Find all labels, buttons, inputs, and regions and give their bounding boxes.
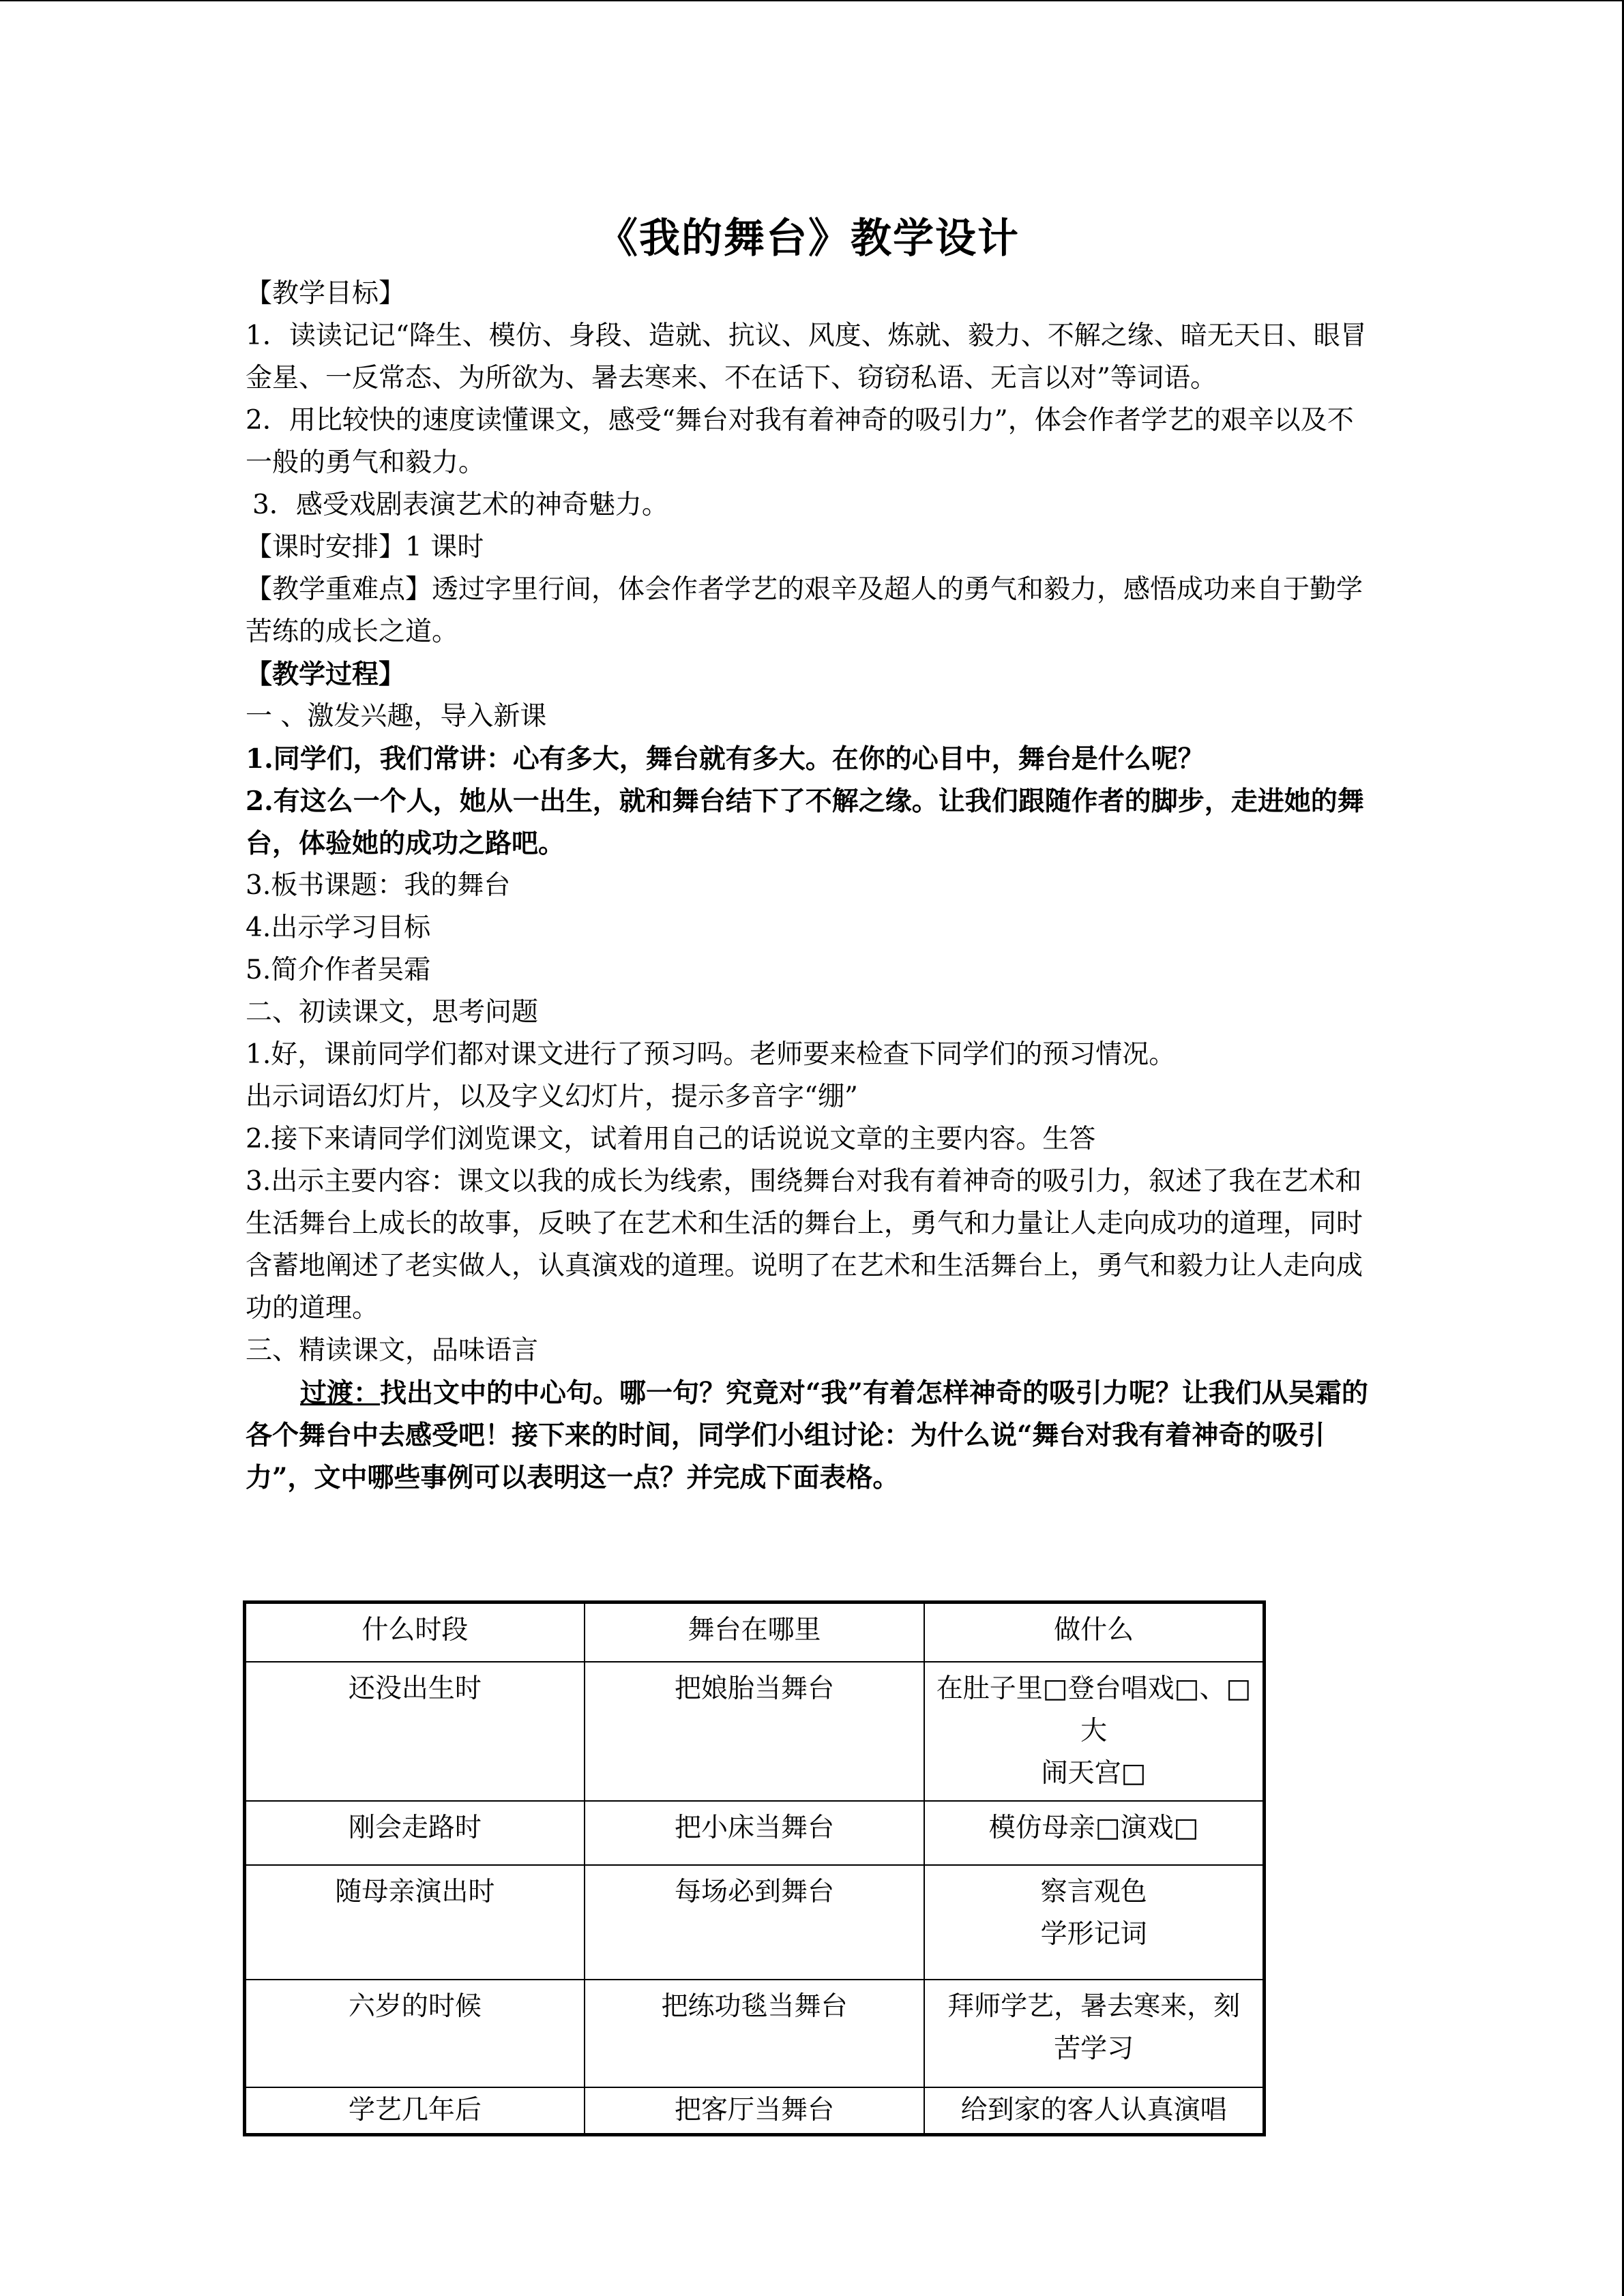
transition-label: 过渡： [300,1377,381,1409]
table-cell: 把练功毯当舞台 [585,1980,924,2087]
cell-line: 闹天宫□ [1041,1758,1147,1789]
section-3-heading: 三、精读课文，品味语言 [246,1335,539,1366]
goal-3: 3．感受戏剧表演艺术的神奇魅力。 [252,490,668,520]
goal-2: 2．用比较快的速度读懂课文，感受“舞台对我有着神奇的吸引力”，体会作者学艺的艰辛以及不一般的勇气和毅力。 [246,405,1354,478]
table-row [245,1980,1265,2087]
key-points: 【教学重难点】透过字里行间，体会作者学艺的艰辛及超人的勇气和毅力，感悟成功来自于勤学苦练的成长之道。 [246,574,1363,647]
table-cell [924,1865,1264,1980]
section-1-item-1: 1.同学们，我们常讲：心有多大，舞台就有多大。在你的心目中，舞台是什么呢？ [246,743,1205,775]
table-cell [924,1980,1264,2087]
section-2-heading: 二、初读课文，思考问题 [246,997,539,1028]
table-row [245,1865,1265,1980]
cell-line: 在肚子里□登台唱戏□、□大 [936,1673,1252,1746]
section-2-item-1b: 出示词语幻灯片，以及字义幻灯片，提示多音字“绷” [246,1082,858,1112]
section-1-item-3: 3.板书课题：我的舞台 [246,870,511,901]
header-cell-period: 什么时段 [245,1602,585,1663]
table-cell: 六岁的时候 [245,1980,585,2087]
section-1-item-2: 2.有这么一个人，她从一出生，就和舞台结下了不解之缘。让我们跟随作者的脚步，走进她的舞台，体验她的成功之路吧。 [246,786,1364,859]
schedule: 【课时安排】1 课时 [246,532,484,563]
section-2-item-1: 1.好，课前同学们都对课文进行了预习吗。老师要来检查下同学们的预习情况。 [246,1039,1176,1070]
cell-line: 拜师学艺，暑去寒来，刻 [947,1991,1241,2022]
section-1-item-5: 5.简介作者吴霜 [246,955,431,985]
goal-1: 1．读读记记“降生、模仿、身段、造就、抗议、风度、炼就、毅力、不解之缘、暗无天日、眼冒金星、一反常态、为所欲为、暑去寒来、不在话下、窃窃私语、无言以对”等词语。 [246,320,1367,393]
header-cell-action: 做什么 [924,1602,1264,1663]
stage-table [243,1600,1266,2136]
table-cell [924,1662,1264,1801]
table-row [245,1801,1265,1865]
section-2-item-2: 2.接下来请同学们浏览课文，试着用自己的话说说文章的主要内容。生答 [246,1124,1096,1154]
section-1-heading: 一 、激发兴趣，导入新课 [246,701,547,732]
transition-text: 找出文中的中心句。哪一句？究竟对“我”有着怎样神奇的吸引力呢？让我们从吴霜的各个舞台中去感受吧！接下来的时间，同学们小组讨论：为什么说“舞台对我有着神奇的吸引力”，文中哪些事例可以表明这一点？并完成下面表格。 [246,1377,1368,1493]
document-body [246,211,1371,1499]
table-row [245,2087,1265,2135]
page-title: 《我的舞台》教学设计 [597,215,1020,263]
table-cell: 给到家的客人认真演唱 [924,2087,1264,2135]
header-cell-stage: 舞台在哪里 [585,1602,924,1663]
table-cell: 把娘胎当舞台 [585,1662,924,1801]
section-2-item-3: 3.出示主要内容：课文以我的成长为线索，围绕舞台对我有着神奇的吸引力，叙述了我在艺术和生活舞台上成长的故事，反映了在艺术和生活的舞台上，勇气和力量让人走向成功的道理，同时含蓄地阐述了老实做人，认真演戏的道理。说明了在艺术和生活舞台上，勇气和毅力让人走向成功的道理。 [246,1166,1363,1324]
cell-line: 学形记词 [1040,1919,1147,1950]
page-border-top [0,0,1624,1]
process-heading: 【教学过程】 [246,659,406,690]
table-row [245,1662,1265,1801]
table-cell: 还没出生时 [245,1662,585,1801]
cell-line: 察言观色 [1040,1877,1147,1907]
section-1-item-4: 4.出示学习目标 [246,912,431,943]
table-cell: 刚会走路时 [245,1801,585,1865]
table-cell: 模仿母亲□演戏□ [924,1801,1264,1865]
table-cell: 学艺几年后 [245,2087,585,2135]
cell-line: 苦学习 [1054,2033,1134,2064]
goal-heading: 【教学目标】 [246,278,406,309]
table-cell: 随母亲演出时 [245,1865,585,1980]
table-header-row [245,1602,1265,1663]
table-cell: 把小床当舞台 [585,1801,924,1865]
table-cell: 每场必到舞台 [585,1865,924,1980]
transition-paragraph [246,1372,1371,1499]
table-cell: 把客厅当舞台 [585,2087,924,2135]
